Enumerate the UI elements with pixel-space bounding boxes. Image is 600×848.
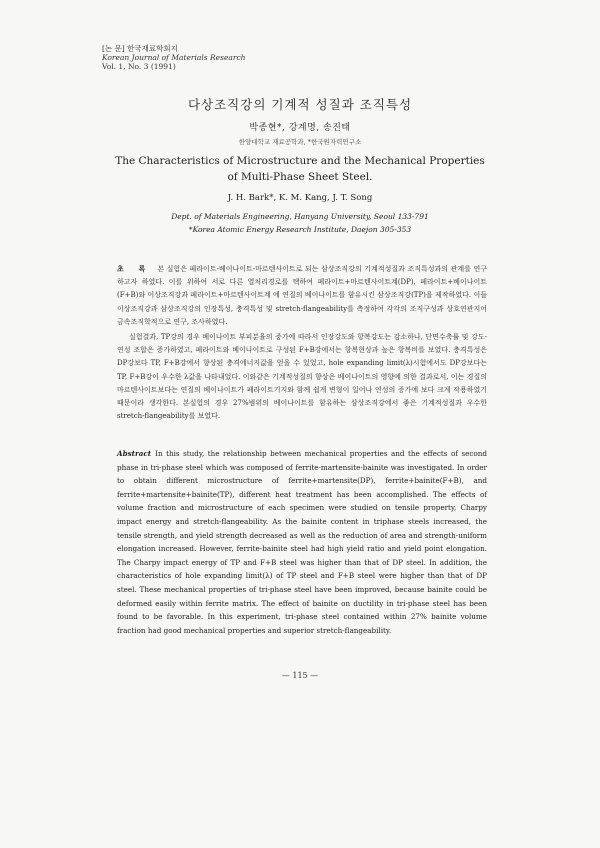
english-abstract bbox=[117, 447, 487, 637]
korean-abstract-paragraph-2: 실험결과, TP강의 경우 베이나이트 부피분율의 증가에 따라서 인장강도와 항복강도는 감소하나, 단면수축률 및 강도-연성 조합은 증가하였고, 페라이트와 베이나이트로 구성된 F+B강에서는 항복현상과 높은 항복비를 보였다. 충격특성은 DP강보다 TP, F+B강에서 향상된 충격에너지값을 얻을 수 있었고, hole expanding limit(λ)시험에서도 DP강보다는 TP, F+B강이 우수한 λ값을 나타내었다. 이와같은 기계적성질의 향상은 베이나이트의 영향에 의한 결과로서, 이는 경질의 마르텐사이트보다는 연질의 베이나이트가 페라이트기지와 함께 쉽게 변형이 일어나 연성의 증가에 보다 크게 작용하였기 때문이라 생각한다. 본실험의 경우 27%범위의 베이나이트를 함유하는 삼상조직강에서 좋은 기계적성질과 우수한 stretch-flangeability를 보였다. bbox=[117, 333, 487, 421]
english-affiliation bbox=[0, 210, 600, 236]
affiliation-kaeri: *Korea Atomic Energy Research Institute, Daejon 305-353 bbox=[188, 225, 412, 234]
journal-volume: Vol. 1, No. 3 (1991) bbox=[102, 62, 176, 71]
korean-abstract bbox=[117, 262, 487, 423]
affiliation-hanyang: Dept. of Materials Engineering, Hanyang University, Seoul 133-791 bbox=[171, 212, 429, 221]
english-title-line-2: of Multi-Phase Sheet Steel. bbox=[227, 171, 373, 183]
english-title bbox=[0, 153, 600, 185]
english-abstract-paragraph bbox=[117, 447, 487, 637]
korean-authors: 박종현*, 강계명, 송진태 bbox=[249, 123, 351, 133]
english-authors: J. H. Bark*, K. M. Kang, J. T. Song bbox=[227, 193, 373, 203]
korean-affiliation: 한양대학교 재료공학과, *한국원자력연구소 bbox=[238, 138, 362, 146]
korean-title: 다상조직강의 기계적 성질과 조직특성 bbox=[187, 97, 413, 112]
journal-name-korean: [논 문] 한국재료학회지 bbox=[102, 44, 178, 53]
korean-abstract-label: 초 록 bbox=[117, 264, 152, 273]
page-number: — 115 — bbox=[281, 671, 319, 680]
english-abstract-text: In this study, the relationship between mechanical properties and the effects of second phase in tri-phase steel which was composed of ferrite-martensite-bainite was investigated. In order to obtain different microstructure of ferrite+martensite(DP), ferrite+bainite(F+B), and ferrite+martensite+bainite(TP), different heat treatment has been accomplished. The effects of volume fraction and microstructure of each specimen were studied on tensile property, Charpy impact energy and stretch-flangeability. As the bainite content in triphase steels increased, the tensile strength, and yield strength decreased as well as the reduction of area and strength-uniform elongation increased. However, ferrite-bainite steel had high yield ratio and yield point elongation. The Charpy impact energy of TP and F+B steel was higher than that of DP steel. In addition, the characteristics of hole expanding limit(λ) of TP steel and F+B steel were higher than that of DP steel. These mechanical properties of tri-phase steel have been improved, because bainite could be deformed easily within ferrite matrix. The effect of bainite on ductility in tri-phase steel has been found to be favorable. In this experiment, tri-phase steel contained within 27% bainite volume fraction had good mechanical properties and superior stretch-flangeability. bbox=[117, 449, 487, 635]
korean-abstract-text-1: 본 실험은 페라이트-베이나이트-마르텐사이트로 되는 삼상조직강의 기계적성질과 조직특성과의 관계를 연구하고자 하였다. 이를 위하여 서로 다른 열처리경로를 택하여 페라이트+마르텐사이트계(DP), 페라이트+베이나이트(F+B)와 이상조직강과 페라이트+마르텐사이트계 에 연질의 베이나이트를 함유시킨 삼상조직강(TP)을 제작하였다. 이들 이상조직강과 삼상조직강의 인장특성, 충격특성 및 stretch-flangeability를 측정하여 각각의 조직구성과 상호연관지어 금속조직학적으로 연구, 조사하였다. bbox=[117, 265, 487, 326]
journal-header bbox=[102, 44, 245, 71]
english-title-line-1: The Characteristics of Microstructure and the Mechanical Properties bbox=[115, 155, 485, 167]
journal-name-english: Korean Journal of Materials Research bbox=[102, 53, 246, 62]
korean-abstract-paragraph-1 bbox=[117, 262, 487, 329]
english-abstract-label: Abstract bbox=[117, 449, 152, 458]
